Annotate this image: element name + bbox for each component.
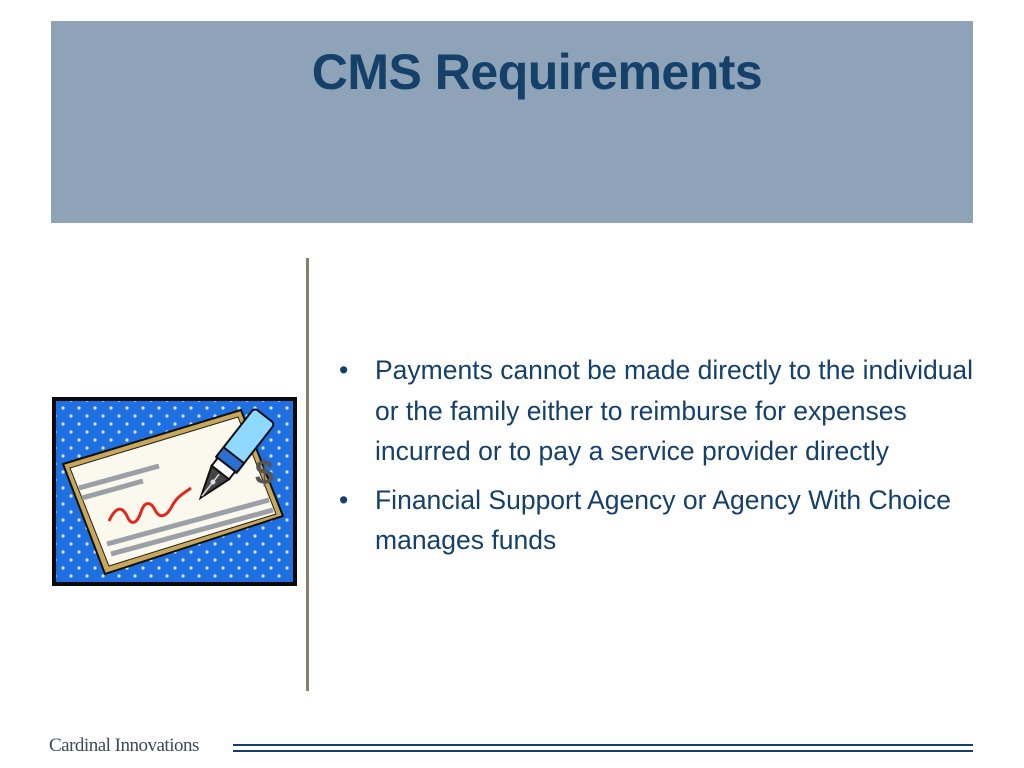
footer-rule [233, 744, 973, 746]
bullet-marker: • [339, 355, 349, 385]
bullet-list [337, 350, 977, 569]
check-signing-pen-icon [51, 396, 298, 587]
bullet-text: Financial Support Agency or Agency With Choice manages funds [375, 484, 951, 555]
vertical-divider [306, 258, 309, 691]
slide-title: CMS Requirements [311, 44, 763, 100]
footer-logo: Cardinal Innovations [49, 735, 199, 756]
bullet-marker: • [339, 484, 349, 515]
dollar-sign-icon: $ [255, 454, 274, 492]
bullet-item [337, 350, 977, 472]
bullet-text: Payments cannot be made directly to the individual or the family either to reimburse for expenses incurred or to pay a service provider directly [375, 355, 974, 466]
header-band [51, 21, 973, 223]
bullet-item [337, 480, 977, 561]
footer-rule [233, 750, 973, 752]
